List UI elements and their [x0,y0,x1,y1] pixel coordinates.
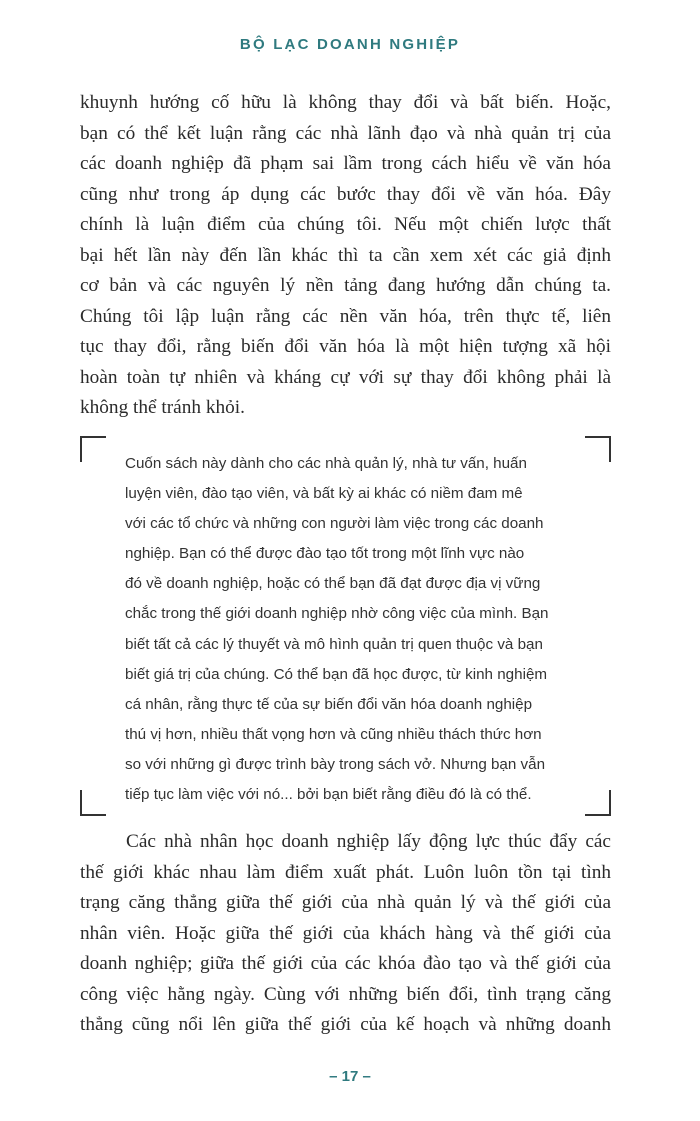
quote-line: chắc trong thế giới doanh nghiệp nhờ công việc của mình. Bạn [125,605,549,623]
text-line: nhân viên. Hoặc giữa thế giới của khách hàng và thế giới của [80,922,611,944]
text-line: chính là luận điểm của chúng tôi. Nếu một chiến lược thất [80,214,611,235]
text-line: bại hết lần này đến lần khác thì ta cần xem xét các giả định [80,244,611,266]
quote-line: thú vị hơn, nhiều thất vọng hơn và cũng nhiều thách thức hơn [125,725,542,743]
text-line: thế giới khác nhau làm điểm xuất phát. Luôn luôn tồn tại tình [80,861,611,883]
text-line: thẳng cũng nổi lên giữa thế giới của kế hoạch và những doanh [80,1014,611,1035]
quote-line: cá nhân, rằng thực tế của sự biến đổi văn hóa doanh nghiệp [125,695,533,713]
quote-line: với các tổ chức và những con người làm việc trong các doanh [125,515,544,533]
text-line: bạn có thể kết luận rằng các nhà lãnh đạo và nhà quản trị của [80,122,611,144]
quote-line: Cuốn sách này dành cho các nhà quản lý, nhà tư vấn, huấn [125,455,527,472]
quote-line: biết giá trị của chúng. Có thể bạn đã học được, từ kinh nghiệm [125,665,548,683]
quote-line: so với những gì được trình bày trong sách vở. Nhưng bạn vẫn [125,755,546,773]
corner-bracket-bottom-left [80,790,106,816]
page-number: – 17 – [329,1068,371,1085]
corner-bracket-top-left [80,436,106,462]
pull-quote-text [125,449,580,810]
corner-bracket-top-right [585,436,611,462]
text-line: không thể tránh khỏi. [80,397,245,418]
pull-quote-box [80,436,611,816]
running-header: BỘ LẠC DOANH NGHIỆP [239,36,461,53]
text-line: cơ bản và các nguyên lý nền tảng đang hướng dẫn chúng ta. [80,275,611,296]
corner-bracket-bottom-right [585,790,611,816]
quote-line: đó về doanh nghiệp, hoặc có thể bạn đã đạt được địa vị vững [125,575,541,593]
quote-line: biết tất cả các lý thuyết và mô hình quản trị quen thuộc và bạn [125,635,543,653]
text-line: cũng như trong áp dụng các bước thay đổi về văn hóa. Đây [80,183,611,205]
text-line: trạng căng thẳng giữa thế giới của nhà quản lý và thế giới của [80,892,611,913]
quote-line: luyện viên, đào tạo viên, và bất kỳ ai khác có niềm đam mê [125,485,523,503]
quote-line: nghiệp. Bạn có thể được đào tạo tốt trong một lĩnh vực nào [125,545,525,563]
text-line: tục thay đổi, rằng biến đổi văn hóa là một hiện tượng xã hội [80,336,611,357]
text-line: công việc hằng ngày. Cùng với những biến đổi, tình trạng căng [80,983,611,1005]
body-paragraph-1 [80,88,611,424]
text-line: Chúng tôi lập luận rằng các nền văn hóa, trên thực tế, liên [80,305,611,327]
text-line: các doanh nghiệp đã phạm sai lầm trong cách hiểu về văn hóa [80,153,611,174]
text-line: doanh nghiệp; giữa thế giới của các khóa đào tạo và thế giới của [80,953,611,974]
text-line: khuynh hướng cố hữu là không thay đổi và bất biến. Hoặc, [80,92,611,113]
text-line: Các nhà nhân học doanh nghiệp lấy động lực thúc đẩy các [126,831,611,852]
body-paragraph-2 [80,827,611,1041]
quote-line: tiếp tục làm việc với nó... bởi bạn biết rằng điều đó là có thể. [125,786,532,804]
text-line: hoàn toàn tự nhiên và kháng cự với sự thay đổi không phải là [80,366,611,388]
